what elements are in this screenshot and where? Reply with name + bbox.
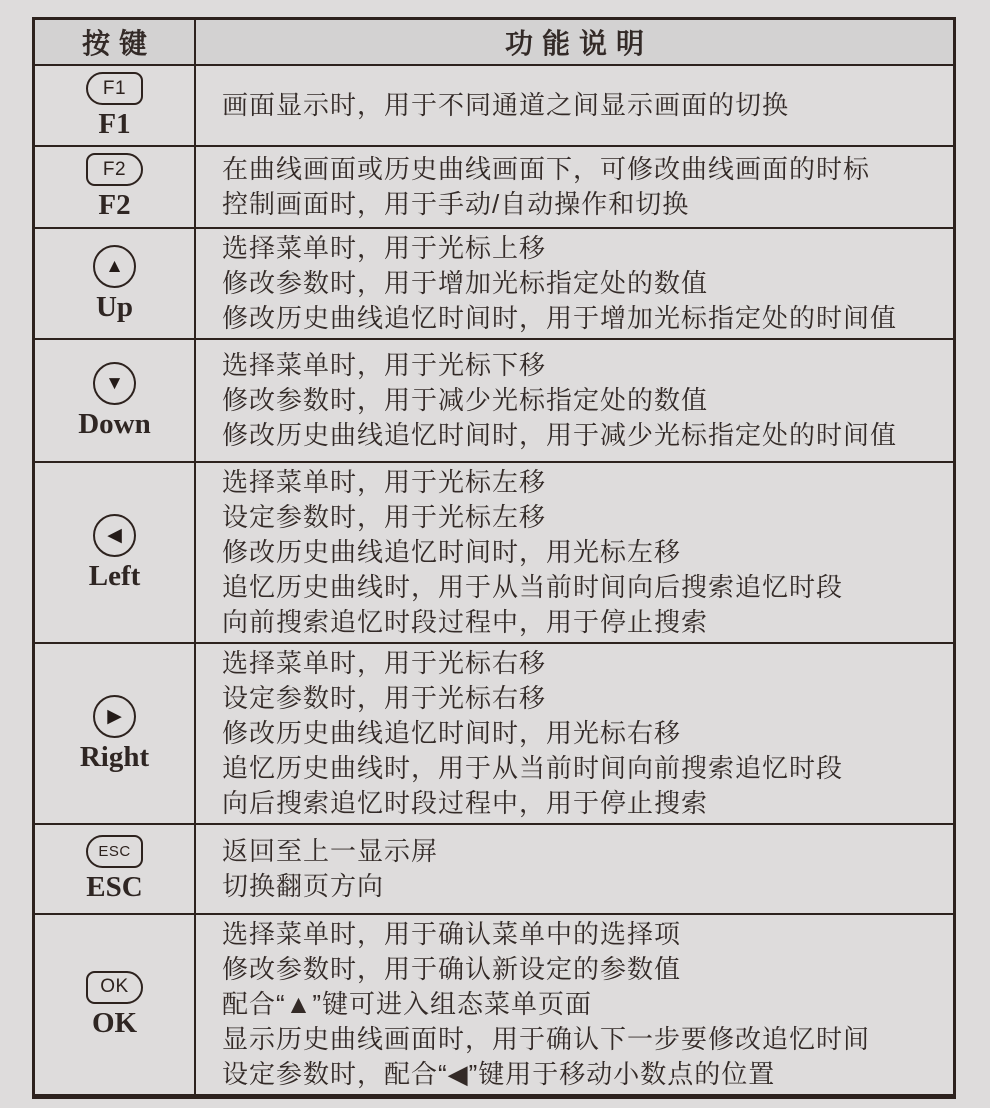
table-row-down [35,338,953,461]
key-label-ok: OK [91,1006,138,1039]
description-line: 修改历史曲线追忆时间时，用光标左移 [222,536,682,567]
description-cell [196,915,953,1094]
description-line: 向后搜索追忆时段过程中，用于停止搜索 [222,787,709,818]
table-row-esc [35,823,953,913]
down-arrow-icon [93,362,136,405]
description-line: 选择菜单时，用于光标上移 [222,232,547,263]
description-line: 配合“▲”键可进入组态菜单页面 [222,988,593,1019]
table-row-left [35,461,953,642]
description-line: 控制画面时，用于手动/自动操作和切换 [222,189,690,220]
description-cell [196,229,953,338]
description-line: 设定参数时，用于光标左移 [222,501,547,532]
up-arrow-icon [93,245,136,288]
description-line: 选择菜单时，用于光标下移 [222,349,547,380]
key-label-down: Down [78,407,151,440]
table-header-row [35,20,953,64]
f2-key-icon: F2 [86,153,143,186]
description-cell [196,463,953,642]
key-cell [35,915,196,1094]
key-cell [35,340,196,461]
description-cell [196,644,953,823]
key-cell [35,825,196,913]
f1-key-icon: F1 [86,72,143,105]
key-label-f1: F1 [98,108,131,140]
description-line: 画面显示时，用于不同通道之间显示画面的切换 [222,90,790,121]
key-label-f2: F2 [98,189,131,222]
description-line: 显示历史曲线画面时，用于确认下一步要修改追忆时间 [222,1023,871,1054]
ok-key-icon: OK [86,971,143,1004]
esc-key-icon: ESC [86,835,143,868]
header-cell-function [196,20,953,64]
description-line: 向前搜索追忆时段过程中，用于停止搜索 [222,606,709,637]
description-line: 切换翻页方向 [222,870,385,901]
left-arrow-icon-glyph: ◀ [107,524,122,546]
description-line: 设定参数时，配合“◀”键用于移动小数点的位置 [222,1058,776,1089]
table-row-ok [35,913,953,1094]
down-arrow-icon-glyph: ▼ [105,372,124,394]
description-line: 修改历史曲线追忆时间时，用于减少光标指定处的时间值 [222,419,898,450]
description-line: 追忆历史曲线时，用于从当前时间向前搜索追忆时段 [222,752,844,783]
table-row-f1 [35,64,953,145]
key-cell [35,463,196,642]
header-label-key: 按键 [81,28,156,59]
description-cell [196,66,953,145]
key-label-esc: ESC [86,871,143,904]
key-label-right: Right [79,740,150,773]
header-label-function: 功能说明 [504,28,653,59]
key-cell [35,229,196,338]
header-cell-key [35,20,196,64]
description-line: 修改参数时，用于减少光标指定处的数值 [222,384,709,415]
left-arrow-icon [93,514,136,557]
key-label-left: Left [88,559,141,592]
description-cell [196,147,953,226]
key-cell [35,644,196,823]
table-row-up [35,227,953,338]
key-cell [35,147,196,226]
table-row-f2 [35,145,953,226]
description-line: 修改历史曲线追忆时间时，用于增加光标指定处的时间值 [222,302,898,333]
key-function-table [32,17,956,1099]
right-arrow-icon-glyph: ▶ [107,705,122,727]
description-line: 修改参数时，用于确认新设定的参数值 [222,953,682,984]
description-line: 返回至上一显示屏 [222,835,439,866]
up-arrow-icon-glyph: ▲ [105,255,124,277]
description-line: 选择菜单时，用于确认菜单中的选择项 [222,918,682,949]
description-line: 在曲线画面或历史曲线画面下，可修改曲线画面的时标 [222,154,871,185]
description-cell [196,340,953,461]
description-line: 设定参数时，用于光标右移 [222,682,547,713]
description-line: 修改参数时，用于增加光标指定处的数值 [222,267,709,298]
description-cell [196,825,953,913]
description-line: 修改历史曲线追忆时间时，用光标右移 [222,717,682,748]
description-line: 选择菜单时，用于光标左移 [222,466,547,497]
description-line: 追忆历史曲线时，用于从当前时间向后搜索追忆时段 [222,571,844,602]
description-line: 选择菜单时，用于光标右移 [222,647,547,678]
table-row-right [35,642,953,823]
key-label-up: Up [95,290,134,323]
right-arrow-icon [93,695,136,738]
key-cell [35,66,196,145]
